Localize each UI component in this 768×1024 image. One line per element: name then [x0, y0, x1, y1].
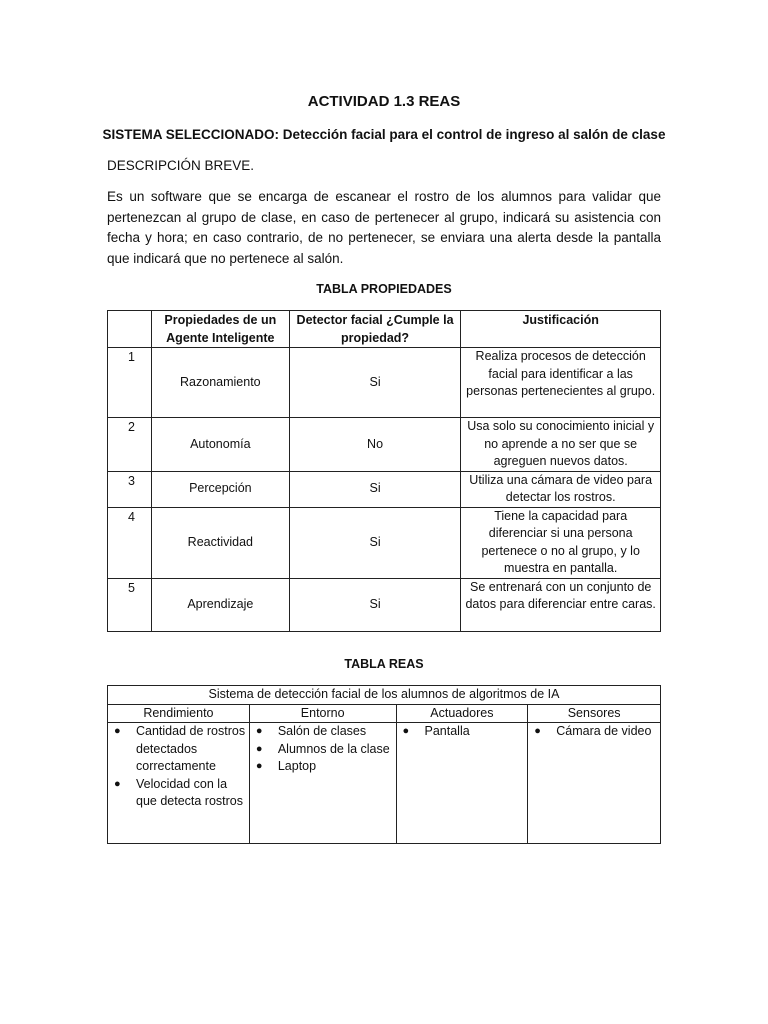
sensores-list: [528, 723, 660, 741]
list-item: [114, 723, 249, 776]
description-body: Es un software que se encarga de escanear el rostro de los alumnos para validar que pertenezcan al grupo de clase, en caso de pertenecer al grupo, indicará su asistencia con fecha y hora; en caso contrario, de no pertenecer, se enviara una alerta desde la pantalla que indicará que no pertenece al salón.: [107, 189, 661, 266]
description-heading: DESCRIPCIÓN BREVE.: [107, 158, 255, 173]
table-row: [108, 348, 661, 418]
row-value: Si: [289, 348, 461, 418]
list-item-text: Cámara de video: [556, 724, 652, 738]
row-justification: Se entrenará con un conjunto de datos para diferenciar entre caras.: [461, 578, 661, 631]
reas-table-header: Sistema de detección facial de los alumnos de algoritmos de IA: [108, 686, 661, 705]
list-item-text: Velocidad con la que detecta rostros: [136, 776, 244, 808]
row-property: Autonomía: [151, 418, 289, 472]
table-row: [108, 418, 661, 472]
reas-table: [107, 685, 661, 844]
page-title: ACTIVIDAD 1.3 REAS: [307, 93, 461, 110]
row-value: Si: [289, 578, 461, 631]
list-item: [255, 723, 396, 741]
row-property: Razonamiento: [151, 348, 289, 418]
list-item: [534, 723, 660, 741]
table-row: [108, 507, 661, 578]
table-row: [108, 578, 661, 631]
reas-content-row: [108, 723, 661, 844]
row-property: Aprendizaje: [151, 578, 289, 631]
column-header-sensores: Sensores: [528, 704, 661, 723]
row-value: No: [289, 418, 461, 472]
list-item: [114, 776, 249, 811]
row-number: 3: [108, 471, 152, 507]
bullet-icon: ●: [114, 777, 121, 790]
bullet-icon: ●: [255, 760, 263, 772]
list-item-text: Pantalla: [424, 724, 470, 738]
column-header-actuadores: Actuadores: [396, 704, 528, 723]
row-property: Percepción: [151, 471, 289, 507]
table-row: [108, 471, 661, 507]
bullet-icon: ●: [114, 725, 121, 737]
rendimiento-list: [108, 723, 249, 811]
bullet-icon: ●: [402, 725, 410, 737]
reas-column-header-row: [108, 704, 661, 723]
column-header-rendimiento: Rendimiento: [108, 704, 250, 723]
column-header-entorno: Entorno: [249, 704, 396, 723]
entorno-cell: [249, 723, 396, 844]
list-item: [402, 723, 528, 741]
header-num-cell: [108, 311, 152, 348]
list-item: [255, 741, 396, 759]
list-item-text: Cantidad de rostros detectados correctamente: [136, 724, 246, 773]
bullet-icon: ●: [255, 742, 263, 755]
list-item-text: Alumnos de la clase: [277, 741, 390, 756]
reas-table-caption: TABLA REAS: [344, 657, 424, 671]
row-justification: Utiliza una cámara de video para detectar los rostros.: [461, 471, 661, 507]
header-property: Propiedades de un Agente Inteligente: [151, 311, 289, 348]
list-item: [255, 758, 396, 776]
list-item-text: Salón de clases: [277, 724, 367, 738]
row-justification: Tiene la capacidad para diferenciar si una persona pertenece o no al grupo, y lo muestra en pantalla.: [461, 507, 661, 578]
actuadores-list: [397, 723, 528, 741]
header-detector: Detector facial ¿Cumple la propiedad?: [289, 311, 461, 348]
row-number: 4: [108, 507, 152, 578]
table-header-row: [108, 311, 661, 348]
sensores-cell: [528, 723, 661, 844]
bullet-icon: ●: [255, 725, 263, 737]
reas-title-row: [108, 686, 661, 705]
row-number: 2: [108, 418, 152, 472]
row-value: Si: [289, 507, 461, 578]
page-subtitle: SISTEMA SELECCIONADO: Detección facial para el control de ingreso al salón de clase: [102, 127, 666, 142]
rendimiento-cell: [108, 723, 250, 844]
entorno-list: [250, 723, 396, 776]
row-number: 5: [108, 578, 152, 631]
row-justification: Usa solo su conocimiento inicial y no aprende a no ser que se agreguen nuevos datos.: [461, 418, 661, 472]
bullet-icon: ●: [534, 725, 541, 737]
properties-table: [107, 310, 661, 632]
properties-table-caption: TABLA PROPIEDADES: [316, 282, 452, 296]
row-justification: Realiza procesos de detección facial para identificar a las personas pertenecientes al grupo.: [461, 348, 661, 418]
list-item-text: Laptop: [277, 759, 317, 773]
row-number: 1: [108, 348, 152, 418]
actuadores-cell: [396, 723, 528, 844]
header-justification: Justificación: [461, 311, 661, 348]
row-value: Si: [289, 471, 461, 507]
row-property: Reactividad: [151, 507, 289, 578]
